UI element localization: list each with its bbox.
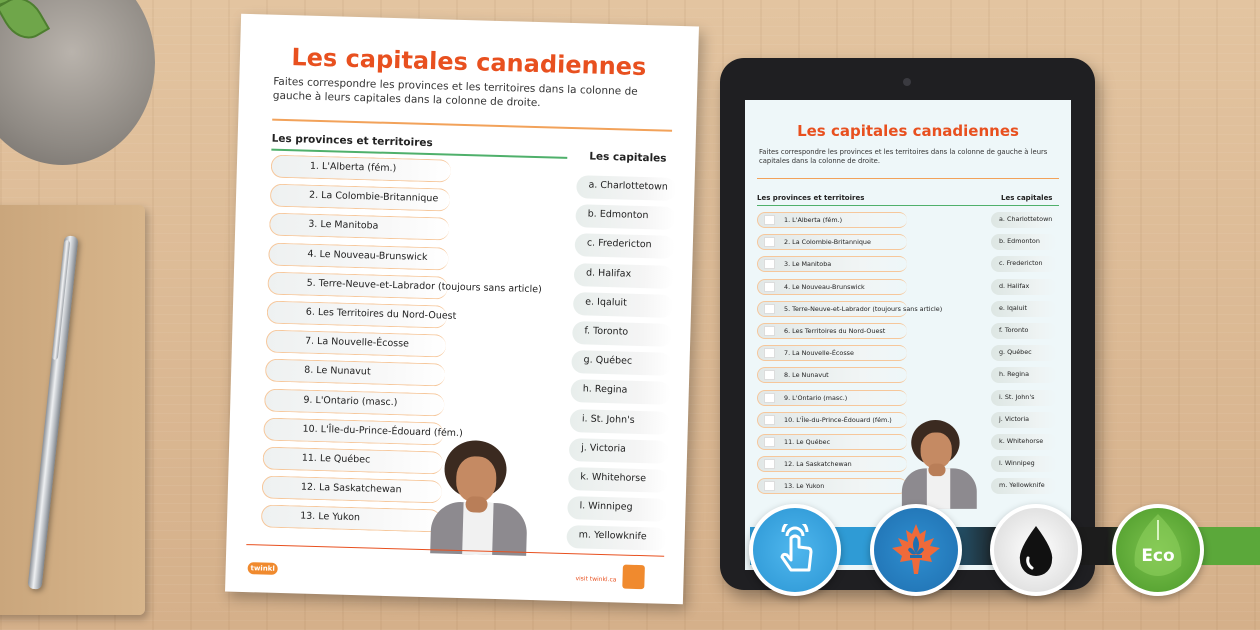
capital-row bbox=[568, 467, 669, 493]
provinces-header: Les provinces et territoires bbox=[271, 132, 433, 150]
tablet-capital-row bbox=[991, 345, 1057, 361]
tablet-capital-row bbox=[991, 256, 1057, 272]
tablet-province-label: 10. L'Île-du-Prince-Édouard (fém.) bbox=[784, 415, 892, 424]
province-label: 13. Le Yukon bbox=[299, 510, 361, 524]
capital-label: g. Québec bbox=[583, 354, 633, 367]
answer-box[interactable] bbox=[764, 326, 775, 336]
tablet-screen bbox=[745, 100, 1071, 570]
tablet-province-label: 13. Le Yukon bbox=[784, 482, 825, 491]
maple-leaf-fleur-de-lis-icon bbox=[886, 520, 946, 580]
tablet-capital-label: g. Québec bbox=[999, 348, 1032, 357]
answer-box[interactable] bbox=[764, 215, 775, 225]
tablet-capital-label: c. Fredericton bbox=[999, 259, 1043, 268]
capital-row bbox=[575, 204, 676, 230]
province-row bbox=[264, 388, 445, 416]
eco-label: Eco bbox=[1141, 546, 1175, 566]
tablet-province-row[interactable] bbox=[757, 212, 907, 228]
province-label: 5. Terre-Neuve-et-Labrador (toujours sans article) bbox=[306, 277, 542, 296]
tablet-province-row[interactable] bbox=[757, 412, 907, 428]
capital-label: a. Charlottetown bbox=[588, 179, 668, 193]
tablet-capital-label: e. Iqaluit bbox=[999, 303, 1027, 312]
plant-leaf bbox=[26, 0, 90, 1]
province-row bbox=[271, 155, 452, 183]
worksheet-title: Les capitales canadiennes bbox=[291, 43, 647, 82]
tablet-province-label: 5. Terre-Neuve-et-Labrador (toujours sans article) bbox=[784, 304, 943, 313]
tablet-capital-row bbox=[991, 301, 1057, 317]
tablet-capital-label: d. Halifax bbox=[999, 281, 1030, 290]
province-label: 8. Le Nunavut bbox=[304, 365, 371, 378]
tablet-capital-label: b. Edmonton bbox=[999, 237, 1040, 246]
answer-box[interactable] bbox=[764, 237, 775, 247]
capital-label: l. Winnipeg bbox=[579, 500, 633, 514]
tablet-province-label: 3. Le Manitoba bbox=[784, 260, 832, 269]
province-row bbox=[268, 242, 449, 270]
tablet-capital-row bbox=[991, 323, 1057, 339]
tablet-province-label: 7. La Nouvelle-Écosse bbox=[784, 349, 854, 358]
tablet-capital-label: l. Winnipeg bbox=[999, 459, 1035, 468]
tablet-capital-row bbox=[991, 412, 1057, 428]
tablet-province-row[interactable] bbox=[757, 279, 907, 295]
tablet-capital-row bbox=[991, 279, 1057, 295]
printed-worksheet bbox=[225, 14, 699, 605]
capitals-header: Les capitales bbox=[589, 150, 667, 165]
tablet-capital-label: a. Charlottetown bbox=[999, 215, 1053, 223]
twinkl-logo: twinkl bbox=[248, 562, 278, 575]
tablet-capital-row bbox=[991, 367, 1057, 383]
province-row bbox=[270, 184, 451, 212]
answer-box[interactable] bbox=[764, 370, 775, 380]
tablet-province-row[interactable] bbox=[757, 301, 943, 317]
tablet-orange-divider bbox=[757, 178, 1059, 179]
tablet-capital-row bbox=[991, 434, 1057, 450]
capital-row bbox=[567, 496, 668, 522]
capital-row bbox=[566, 525, 667, 551]
province-row bbox=[269, 213, 450, 241]
interactive-badge bbox=[749, 504, 841, 596]
ink-drop-icon bbox=[1010, 522, 1062, 578]
tablet-capital-row bbox=[991, 234, 1057, 250]
tablet-province-label: 4. Le Nouveau-Brunswick bbox=[784, 282, 865, 291]
tablet-worksheet-instructions: Faites correspondre les provinces et les territoires dans la colonne de gauche à leurs capitales dans la colonne de droite. bbox=[759, 148, 1048, 165]
tablet-capital-label: i. St. John's bbox=[999, 392, 1035, 401]
province-label: 12. La Saskatchewan bbox=[300, 481, 402, 496]
tablet-province-label: 1. L'Alberta (fém.) bbox=[784, 216, 843, 224]
capital-label: c. Fredericton bbox=[586, 237, 652, 251]
province-row bbox=[267, 271, 542, 299]
capital-row bbox=[573, 292, 674, 318]
province-label: 10. L'Île-du-Prince-Édouard (fém.) bbox=[302, 423, 463, 439]
tablet-capital-row bbox=[991, 212, 1057, 228]
tablet-capital-label: h. Regina bbox=[999, 370, 1029, 379]
province-row bbox=[266, 330, 447, 358]
tablet-province-label: 11. Le Québec bbox=[784, 438, 831, 446]
province-label: 11. Le Québec bbox=[301, 452, 371, 466]
touch-hand-icon bbox=[769, 524, 821, 576]
capital-row bbox=[575, 234, 676, 260]
tablet-capital-row bbox=[991, 478, 1057, 494]
capital-row bbox=[576, 175, 677, 201]
capital-label: m. Yellowknife bbox=[578, 529, 647, 543]
tablet-province-label: 6. Les Territoires du Nord-Ouest bbox=[784, 327, 886, 335]
tablet-province-label: 2. La Colombie-Britannique bbox=[784, 238, 871, 247]
province-label: 6. Les Territoires du Nord-Ouest bbox=[305, 306, 457, 322]
tablet-green-divider bbox=[757, 205, 1059, 206]
province-label: 9. L'Ontario (masc.) bbox=[303, 394, 398, 408]
answer-box[interactable] bbox=[764, 393, 775, 403]
tablet-capital-label: f. Toronto bbox=[999, 326, 1029, 334]
ink-saving-badge bbox=[990, 504, 1082, 596]
tablet-province-row[interactable] bbox=[757, 456, 907, 472]
province-label: 3. Le Manitoba bbox=[308, 219, 379, 233]
camera-icon bbox=[903, 78, 911, 86]
province-label: 1. L'Alberta (fém.) bbox=[309, 160, 397, 175]
orange-divider bbox=[272, 119, 672, 132]
tablet-capital-label: k. Whitehorse bbox=[999, 437, 1044, 445]
capital-label: i. St. John's bbox=[581, 412, 635, 426]
answer-box[interactable] bbox=[764, 282, 775, 292]
tablet-province-row[interactable] bbox=[757, 345, 907, 361]
answer-box[interactable] bbox=[764, 459, 775, 469]
capital-row bbox=[569, 438, 670, 464]
tablet-province-label: 9. L'Ontario (masc.) bbox=[784, 393, 848, 402]
capital-label: k. Whitehorse bbox=[580, 471, 647, 485]
province-row bbox=[267, 301, 457, 329]
tablet-worksheet-title: Les capitales canadiennes bbox=[797, 122, 1019, 140]
answer-box[interactable] bbox=[764, 415, 775, 425]
capital-row bbox=[574, 263, 675, 289]
tablet-capital-label: m. Yellowknife bbox=[999, 481, 1045, 490]
eco-badge bbox=[1112, 504, 1204, 596]
canadian-content-badge bbox=[870, 504, 962, 596]
province-label: 4. Le Nouveau-Brunswick bbox=[307, 248, 428, 263]
answer-box[interactable] bbox=[764, 437, 775, 447]
footer-badge-icon bbox=[622, 565, 645, 590]
tablet-provinces-header: Les provinces et territoires bbox=[757, 194, 865, 202]
plant-leaf bbox=[0, 0, 50, 47]
province-label: 7. La Nouvelle-Écosse bbox=[304, 335, 410, 350]
province-row bbox=[263, 417, 463, 445]
worksheet-instructions: Faites correspondre les provinces et les territoires dans la colonne de gauche à leurs capitales dans la colonne de droite. bbox=[272, 75, 638, 110]
tablet-province-row[interactable] bbox=[757, 367, 907, 383]
answer-box[interactable] bbox=[764, 304, 775, 314]
footer-url: visit twinkl.ca bbox=[575, 575, 617, 584]
tablet-province-row[interactable] bbox=[757, 323, 907, 339]
tablet-province-row[interactable] bbox=[757, 234, 907, 250]
province-label: 2. La Colombie-Britannique bbox=[308, 189, 439, 205]
tablet-province-label: 12. La Saskatchewan bbox=[784, 460, 852, 469]
answer-box[interactable] bbox=[764, 348, 775, 358]
tablet-province-label: 8. Le Nunavut bbox=[784, 371, 829, 380]
answer-box[interactable] bbox=[764, 481, 775, 491]
tablet-province-row[interactable] bbox=[757, 478, 907, 494]
province-row bbox=[265, 359, 446, 387]
tablet-province-row[interactable] bbox=[757, 256, 907, 272]
capital-row bbox=[570, 379, 671, 405]
capital-row bbox=[570, 409, 671, 435]
capital-row bbox=[571, 350, 672, 376]
answer-box[interactable] bbox=[764, 259, 775, 269]
capital-label: e. Iqaluit bbox=[585, 296, 627, 309]
tablet-capital-row bbox=[991, 390, 1057, 406]
thinking-child-illustration bbox=[434, 439, 537, 557]
tablet-capitals-header: Les capitales bbox=[1001, 194, 1053, 202]
capital-label: f. Toronto bbox=[584, 325, 629, 338]
tablet-capital-row bbox=[991, 456, 1057, 472]
tablet-capital-label: j. Victoria bbox=[999, 414, 1030, 423]
tablet-province-row[interactable] bbox=[757, 390, 907, 406]
capital-label: d. Halifax bbox=[585, 267, 632, 280]
capital-label: b. Edmonton bbox=[587, 208, 649, 222]
province-row bbox=[262, 476, 443, 504]
tablet-child-illustration bbox=[905, 420, 967, 492]
plant-pot bbox=[0, 0, 155, 165]
tablet-province-row[interactable] bbox=[757, 434, 907, 450]
capital-row bbox=[572, 321, 673, 347]
capital-label: j. Victoria bbox=[581, 442, 627, 455]
capital-label: h. Regina bbox=[582, 383, 628, 397]
province-row bbox=[262, 446, 443, 474]
province-row bbox=[261, 505, 442, 533]
